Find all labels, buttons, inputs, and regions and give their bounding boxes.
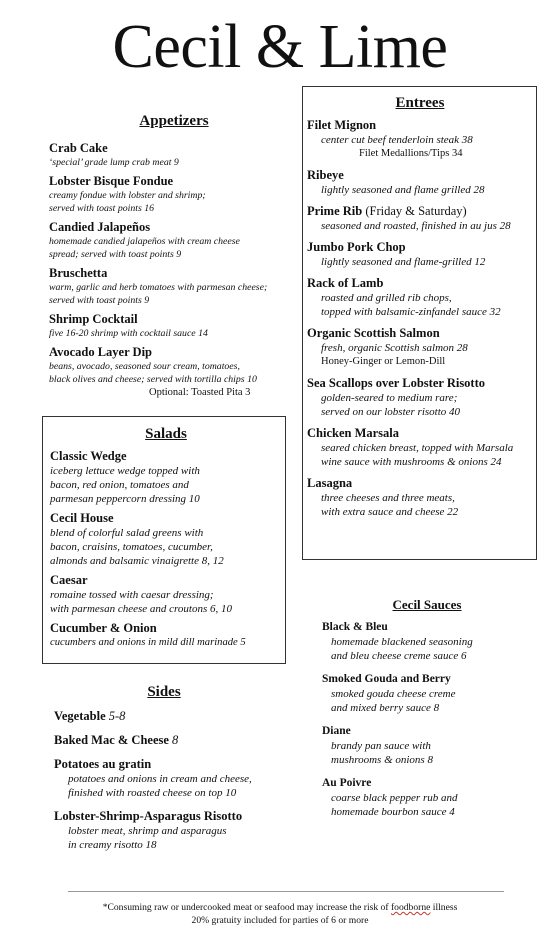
footer-divider <box>68 891 504 892</box>
menu-item: Diane brandy pan sauce with mushrooms & onions 8 <box>322 725 433 766</box>
menu-item: Organic Scottish Salmon fresh, organic Scottish salmon 28 Honey-Ginger or Lemon-Dill <box>307 326 468 367</box>
menu-item: Sea Scallops over Lobster Risotto golden-seared to medium rare; served on our lobster risotto 40 <box>307 376 486 418</box>
menu-item: Baked Mac & Cheese 8 <box>54 733 179 747</box>
menu-item: Au Poivre coarse black pepper rub and homemade bourbon sauce 4 <box>322 777 458 818</box>
menu-item: Lobster-Shrimp-Asparagus Risotto lobster meat, shrimp and asparagus in creamy risotto 18 <box>54 809 243 851</box>
menu-item: Jumbo Pork Chop lightly seasoned and flame-grilled 12 <box>307 240 486 268</box>
sides-section <box>54 682 294 852</box>
sauces-section <box>322 595 532 819</box>
menu-item: Chicken Marsala seared chicken breast, topped with Marsala wine sauce with mushrooms & onions 24 <box>307 426 514 468</box>
appetizers-section <box>49 111 299 400</box>
menu-item: Shrimp Cocktail five 16-20 shrimp with cocktail sauce 14 <box>49 312 208 339</box>
menu-item: Filet Mignon center cut beef tenderloin steak 38 Filet Medallions/Tips 34 <box>307 118 473 159</box>
menu-item: Crab Cake ‘special’ grade lump crab meat 9 <box>49 141 179 168</box>
menu-item: Classic Wedge iceberg lettuce wedge topped with bacon, red onion, tomatoes and parmesan peppercorn dressing 10 <box>50 449 200 505</box>
sides-title: Sides <box>147 684 181 700</box>
menu-item: Avocado Layer Dip beans, avocado, seasoned sour cream, tomatoes, black olives and cheese; served with tortilla chips 10 <box>49 345 257 385</box>
menu-item: Bruschetta warm, garlic and herb tomatoes with parmesan cheese; served with toast points 9 <box>49 266 268 306</box>
menu-item: Caesar romaine tossed with caesar dressing; with parmesan cheese and croutons 6, 10 <box>50 573 232 615</box>
menu-item: Vegetable 5-8 <box>54 709 126 723</box>
food-safety-disclaimer: *Consuming raw or undercooked meat or seafood may increase the risk of foodborne illness <box>102 902 458 913</box>
menu-item: Lasagna three cheeses and three meats, with extra sauce and cheese 22 <box>307 476 459 518</box>
optional-addon: Optional: Toasted Pita 3 <box>149 387 251 398</box>
menu-item: Rack of Lamb roasted and grilled rib chops, topped with balsamic-zinfandel sauce 32 <box>307 276 501 318</box>
salads-box <box>42 416 286 664</box>
restaurant-title: Cecil & Lime <box>112 13 448 81</box>
entrees-title: Entrees <box>395 95 445 111</box>
menu-item: Potatoes au gratin potatoes and onions in cream and cheese, finished with roasted cheese on top 10 <box>54 757 252 799</box>
sauces-title: Cecil Sauces <box>392 597 462 612</box>
entrees-box <box>302 86 537 560</box>
appetizers-title: Appetizers <box>139 113 209 129</box>
menu-item: Smoked Gouda and Berry smoked gouda cheese creme and mixed berry sauce 8 <box>322 673 456 714</box>
gratuity-note: 20% gratuity included for parties of 6 or more <box>191 915 369 926</box>
menu-item: Cucumber & Onion cucumbers and onions in mild dill marinade 5 <box>50 621 246 648</box>
salads-title: Salads <box>145 426 187 442</box>
menu-item: Prime Rib (Friday & Saturday) seasoned and roasted, finished in au jus 28 <box>307 204 511 232</box>
menu-item: Black & Bleu homemade blackened seasoning and bleu cheese creme sauce 6 <box>322 621 473 662</box>
menu-item: Cecil House blend of colorful salad greens with bacon, craisins, tomatoes, cucumber, almonds and balsamic vinaigrette 8, 12 <box>50 511 224 567</box>
menu-item: Lobster Bisque Fondue creamy fondue with lobster and shrimp; served with toast points 16 <box>49 174 206 214</box>
menu-item: Candied Jalapeños homemade candied jalapeños with cream cheese spread; served with toast points 9 <box>49 220 240 260</box>
menu-item: Ribeye lightly seasoned and flame grilled 28 <box>307 168 485 196</box>
